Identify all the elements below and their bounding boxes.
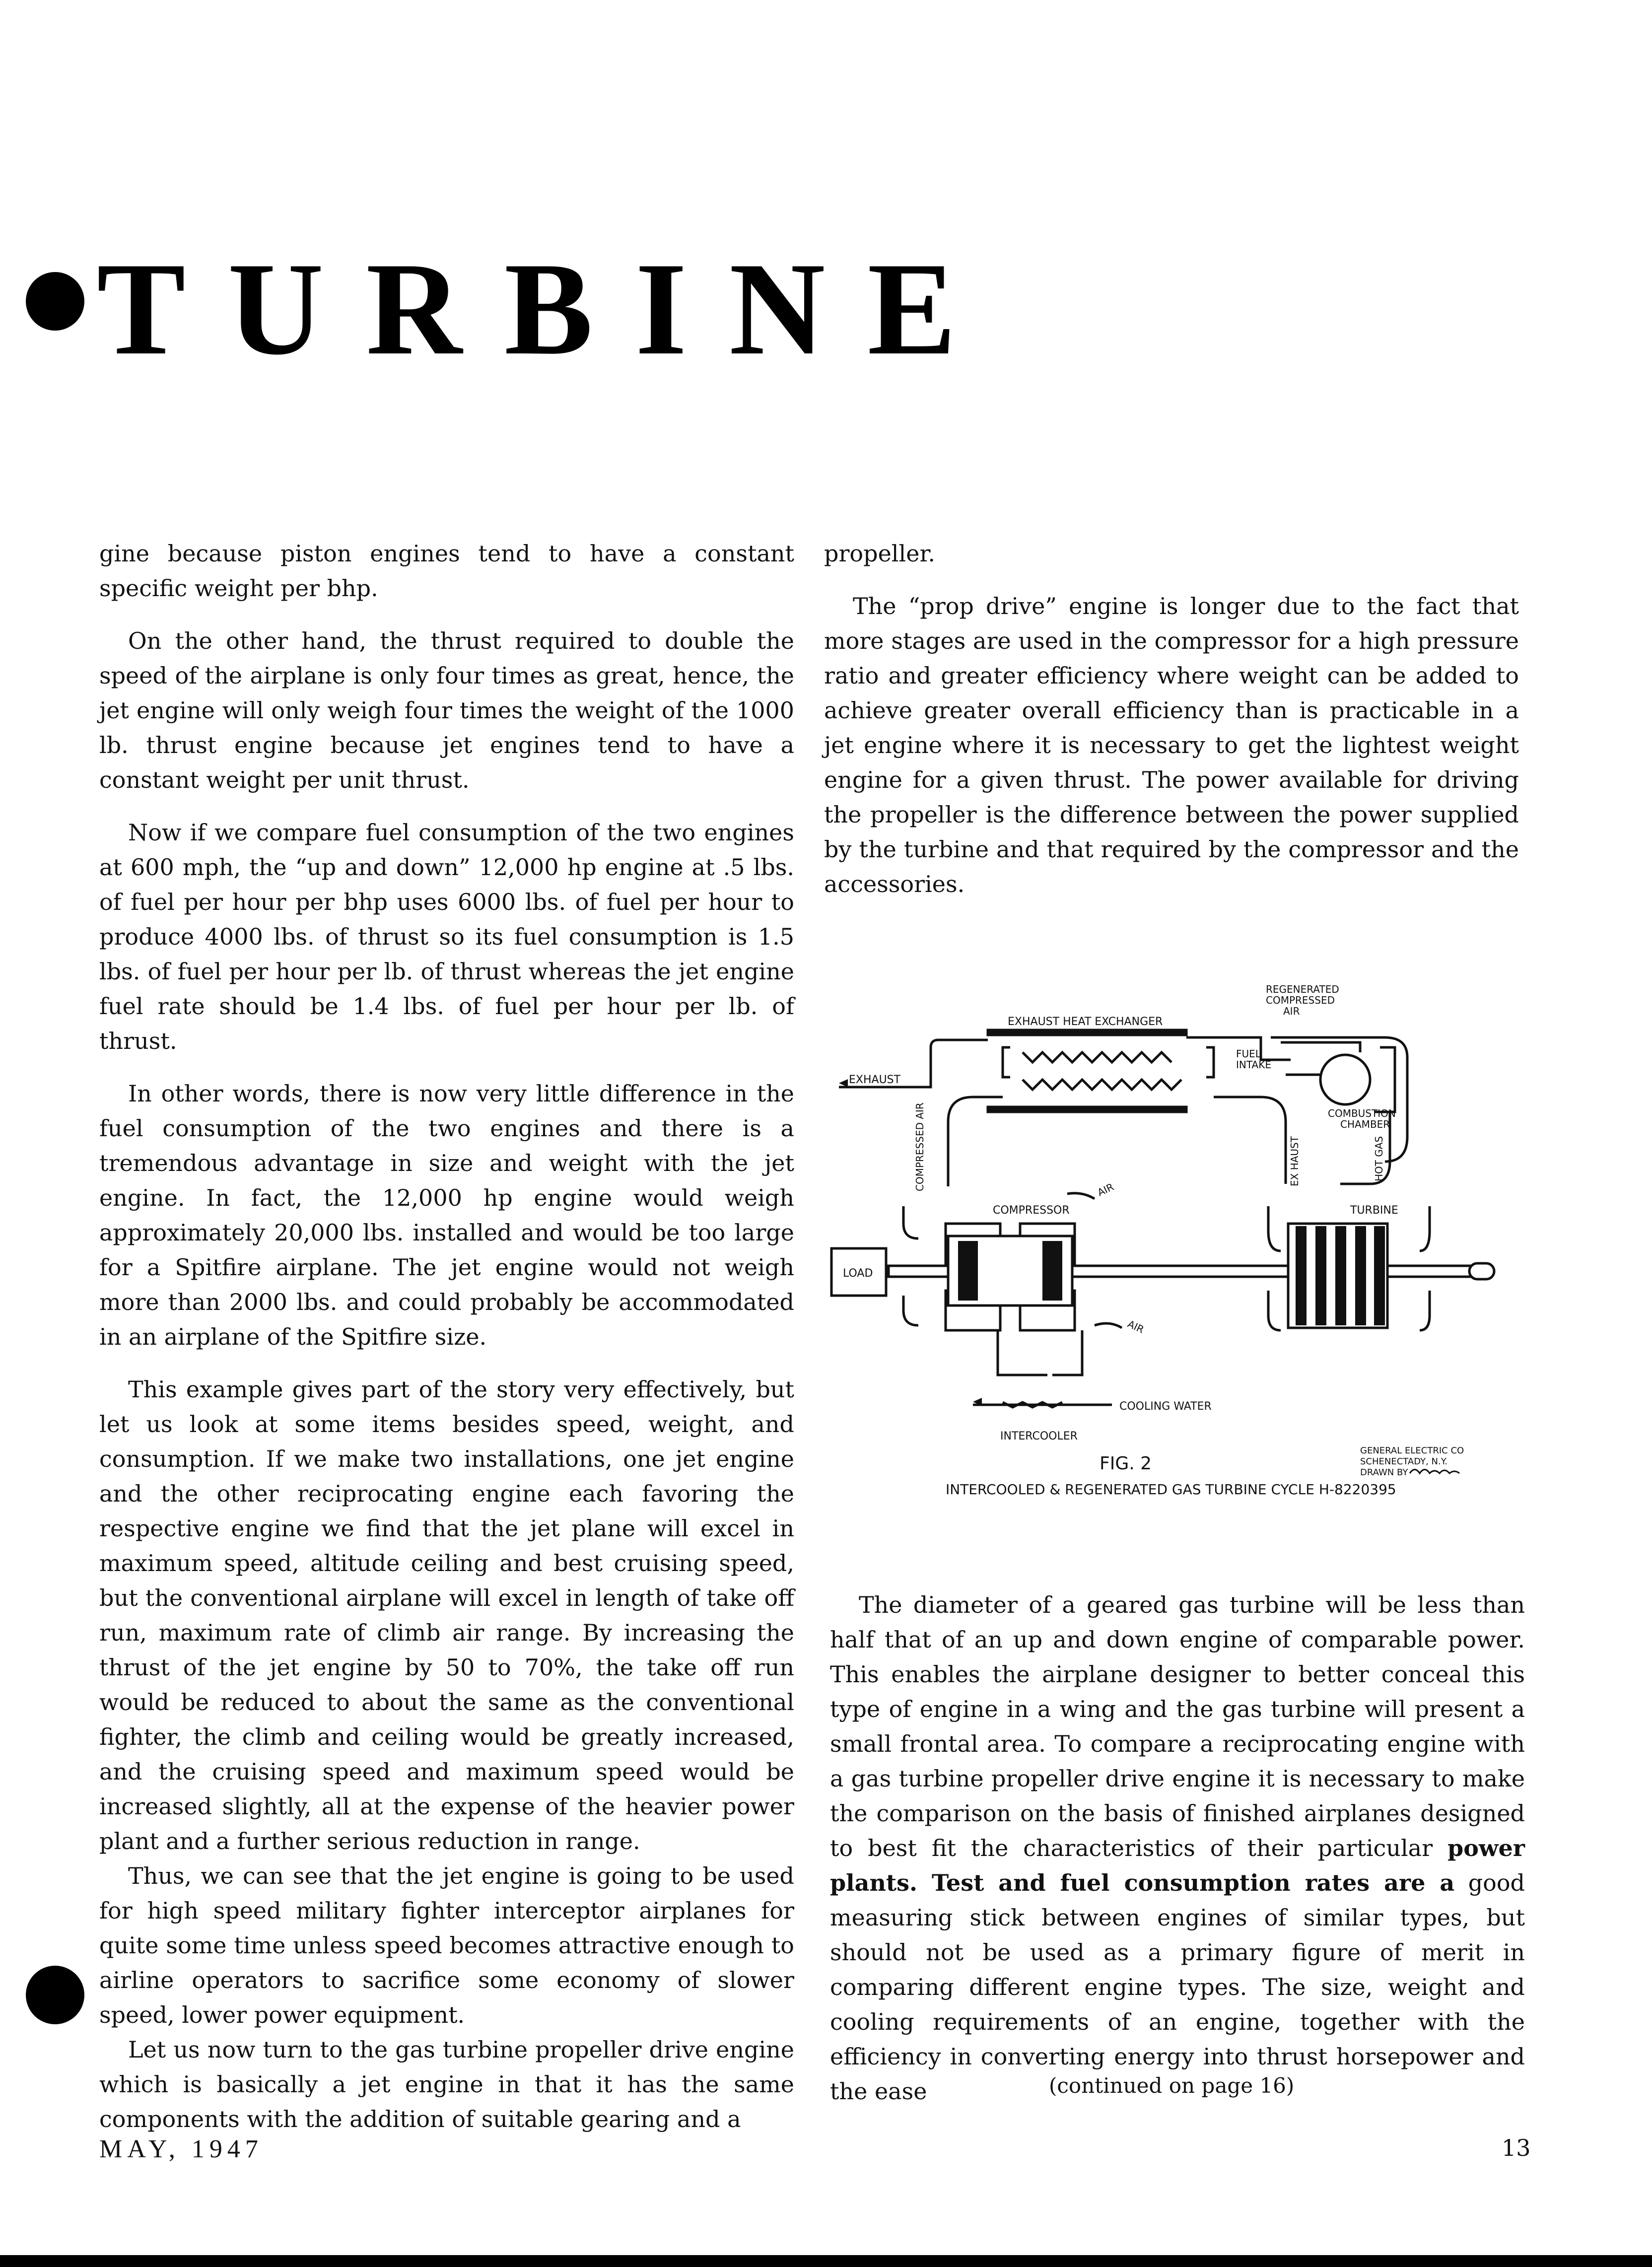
compressor-rotor-disc-2 bbox=[1042, 1241, 1062, 1301]
label-intake: INTAKE bbox=[1236, 1059, 1271, 1071]
paragraph-text: The diameter of a geared gas turbine will be less than half that of an up and down engine of comparable power. This enables the airplane designer to better conceal this type of engine in a wing and the gas turbine will present a small frontal area. To compare a reciprocating engine with a gas turbine propeller drive engine it is necessary to make the comparison on the basis of finished airplanes designed to best fit the characteristics of their particular bbox=[830, 1591, 1525, 1861]
exchanger-bracket-left bbox=[1003, 1047, 1010, 1077]
paragraph bbox=[830, 1587, 1525, 2109]
label-exhaust-heat-exchanger: EXHAUST HEAT EXCHANGER bbox=[1008, 1016, 1163, 1028]
exhaust-return-line bbox=[1214, 1097, 1286, 1184]
turbine-blade-row bbox=[1355, 1226, 1366, 1325]
label-intercooler: INTERCOOLER bbox=[1000, 1430, 1078, 1443]
exchanger-top-plate bbox=[988, 1030, 1186, 1035]
bold-text: power plants. Test and fuel consumption rates are a bbox=[830, 1835, 1525, 1896]
paragraph: Thus, we can see that the jet engine is going to be used for high speed military fighter interceptor airplanes for quite some time unless speed becomes attractive enough to airline operators to sacrifice some economy of slower speed, lower power equipment. bbox=[99, 1862, 794, 2028]
label-regenerated: REGENERATED bbox=[1266, 983, 1339, 995]
air-arrow-top bbox=[1067, 1193, 1095, 1199]
air-arrow-bottom bbox=[1095, 1323, 1122, 1328]
label-compressed-air: COMPRESSED AIR bbox=[914, 1102, 926, 1191]
turbine-blade-row bbox=[1296, 1226, 1307, 1325]
turbine-blade-row bbox=[1315, 1226, 1326, 1325]
right-column-top bbox=[824, 536, 1519, 919]
turbine-blade-row bbox=[1335, 1226, 1346, 1325]
paragraph: propeller. bbox=[824, 540, 936, 567]
exchanger-coil-upper bbox=[1023, 1052, 1171, 1062]
exchanger-coil-lower bbox=[1023, 1080, 1181, 1090]
paragraph: gine because piston engines tend to have a constant specific weight per bhp. bbox=[99, 540, 794, 602]
flame-bulb bbox=[1320, 1055, 1370, 1104]
figure-caption: INTERCOOLED & REGENERATED GAS TURBINE CYCLE H-8220395 bbox=[946, 1481, 1396, 1498]
label-air-bottom: AIR bbox=[1125, 1317, 1146, 1336]
compressor-rotor-disc-1 bbox=[958, 1241, 978, 1301]
left-column bbox=[99, 536, 794, 2136]
side-bullet bbox=[26, 1966, 84, 2024]
paragraph-text: good measuring stick between engines of similar types, but should not be used as a primary figure of merit in comparing different engine types. The size, weight and cooling requirements of an engine, together with the efficiency in converting energy into thrust horsepower and the ease bbox=[830, 1869, 1525, 2105]
label-turbine: TURBINE bbox=[1350, 1204, 1398, 1217]
label-ex-haust: EX HAUST bbox=[1289, 1136, 1301, 1186]
bottom-bar bbox=[0, 2255, 1652, 2267]
exchanger-bottom-plate bbox=[988, 1107, 1186, 1112]
label-compressor: COMPRESSOR bbox=[993, 1204, 1070, 1217]
paragraph: In other words, there is now very little difference in the fuel consumption of the two engines and there is a tremendous advantage in size and weight with the jet engine. In fact, the 12,000 hp engine would weigh approximately 20,000 lbs. installed and would be too large for a Spitfire airplane. The jet engine would not weigh more than 2000 lbs. and could probably be accommodated in an airplane of the Spitfire size. bbox=[99, 1080, 794, 1350]
exchanger-bracket-right bbox=[1206, 1047, 1214, 1077]
turbine-blade-row bbox=[1374, 1226, 1385, 1325]
turbine-cycle-diagram bbox=[824, 973, 1519, 1524]
paragraph: On the other hand, the thrust required to double the speed of the airplane is only four times as great, hence, the jet engine will only weigh four times the weight of the 1000 lb. thrust engine because jet engines tend to have a constant weight per unit thrust. bbox=[99, 627, 794, 793]
continued-note: (continued on page 16) bbox=[1049, 2073, 1295, 2098]
label-load: LOAD bbox=[843, 1267, 873, 1280]
title-bullet bbox=[26, 272, 84, 331]
intercooler-pipe-right bbox=[1052, 1330, 1082, 1375]
footer-date: MAY, 1947 bbox=[99, 2135, 263, 2163]
paragraph: Let us now turn to the gas turbine propeller drive engine which is basically a jet engine in that it has the same components with the addition of suitable gearing and a bbox=[99, 2036, 794, 2132]
label-air-top: AIR bbox=[1095, 1180, 1116, 1199]
paragraph: This example gives part of the story very effectively, but let us look at some items besides speed, weight, and consumption. If we make two installations, one jet engine and the other reciprocating engine each favoring the respective engine we find that the jet plane will excel in maximum speed, altitude ceiling and best cruising speed, but the conventional airplane will excel in length of take off run, maximum rate of climb air range. By increasing the thrust of the jet engine by 50 to 70%, the take off run would be reduced to about the same as the conventional fighter, the climb and ceiling would be greatly increased, and the cruising speed and maximum speed would be increased slightly, all at the expense of the heavier power plant and a further serious reduction in range. bbox=[99, 1376, 794, 1855]
figure-number: FIG. 2 bbox=[1100, 1453, 1152, 1474]
figure-credit-company: GENERAL ELECTRIC CO bbox=[1360, 1445, 1464, 1456]
right-column-bottom bbox=[830, 1587, 1525, 2109]
label-compressed: COMPRESSED bbox=[1266, 994, 1335, 1006]
label-combustion: COMBUSTION bbox=[1328, 1107, 1396, 1119]
turbine-cycle-figure bbox=[824, 973, 1519, 1524]
label-exhaust: EXHAUST bbox=[849, 1074, 901, 1086]
shaft-end bbox=[1469, 1263, 1494, 1279]
draftsman-signature bbox=[1410, 1470, 1459, 1474]
paragraph: The “prop drive” engine is longer due to the fact that more stages are used in the compressor for a high pressure ratio and greater efficiency where weight can be added to achieve greater overall efficiency than is practicable in a jet engine where it is necessary to get the lightest weight engine for a given thrust. The power available for driving the propeller is the difference between the power supplied by the turbine and that required by the compressor and the accessories. bbox=[824, 593, 1519, 897]
intercooler-pipe-left bbox=[998, 1330, 1047, 1375]
combustion-exit bbox=[1375, 1047, 1395, 1112]
label-air-regen: AIR bbox=[1283, 1005, 1300, 1017]
label-chamber: CHAMBER bbox=[1340, 1118, 1390, 1130]
figure-credit-location: SCHENECTADY, N.Y. bbox=[1360, 1456, 1447, 1467]
combustion-housing bbox=[1281, 1042, 1360, 1075]
page-number: 13 bbox=[1502, 2134, 1531, 2161]
label-cooling-water: COOLING WATER bbox=[1119, 1400, 1212, 1413]
paragraph: Now if we compare fuel consumption of the two engines at 600 mph, the “up and down” 12,000 hp engine at .5 lbs. of fuel per hour per bhp uses 6000 lbs. of fuel per hour to produce 4000 lbs. of thrust so its fuel consumption is 1.5 lbs. of fuel per hour per lb. of thrust whereas the jet engine fuel rate should be 1.4 lbs. of fuel per hour per lb. of thrust. bbox=[99, 819, 794, 1054]
label-hot-gas: HOT GAS bbox=[1373, 1136, 1385, 1181]
figure-credit-drawn-by: DRAWN BY bbox=[1360, 1467, 1408, 1478]
label-fuel: FUEL bbox=[1236, 1048, 1261, 1060]
page-title: TURBINE bbox=[97, 235, 999, 382]
